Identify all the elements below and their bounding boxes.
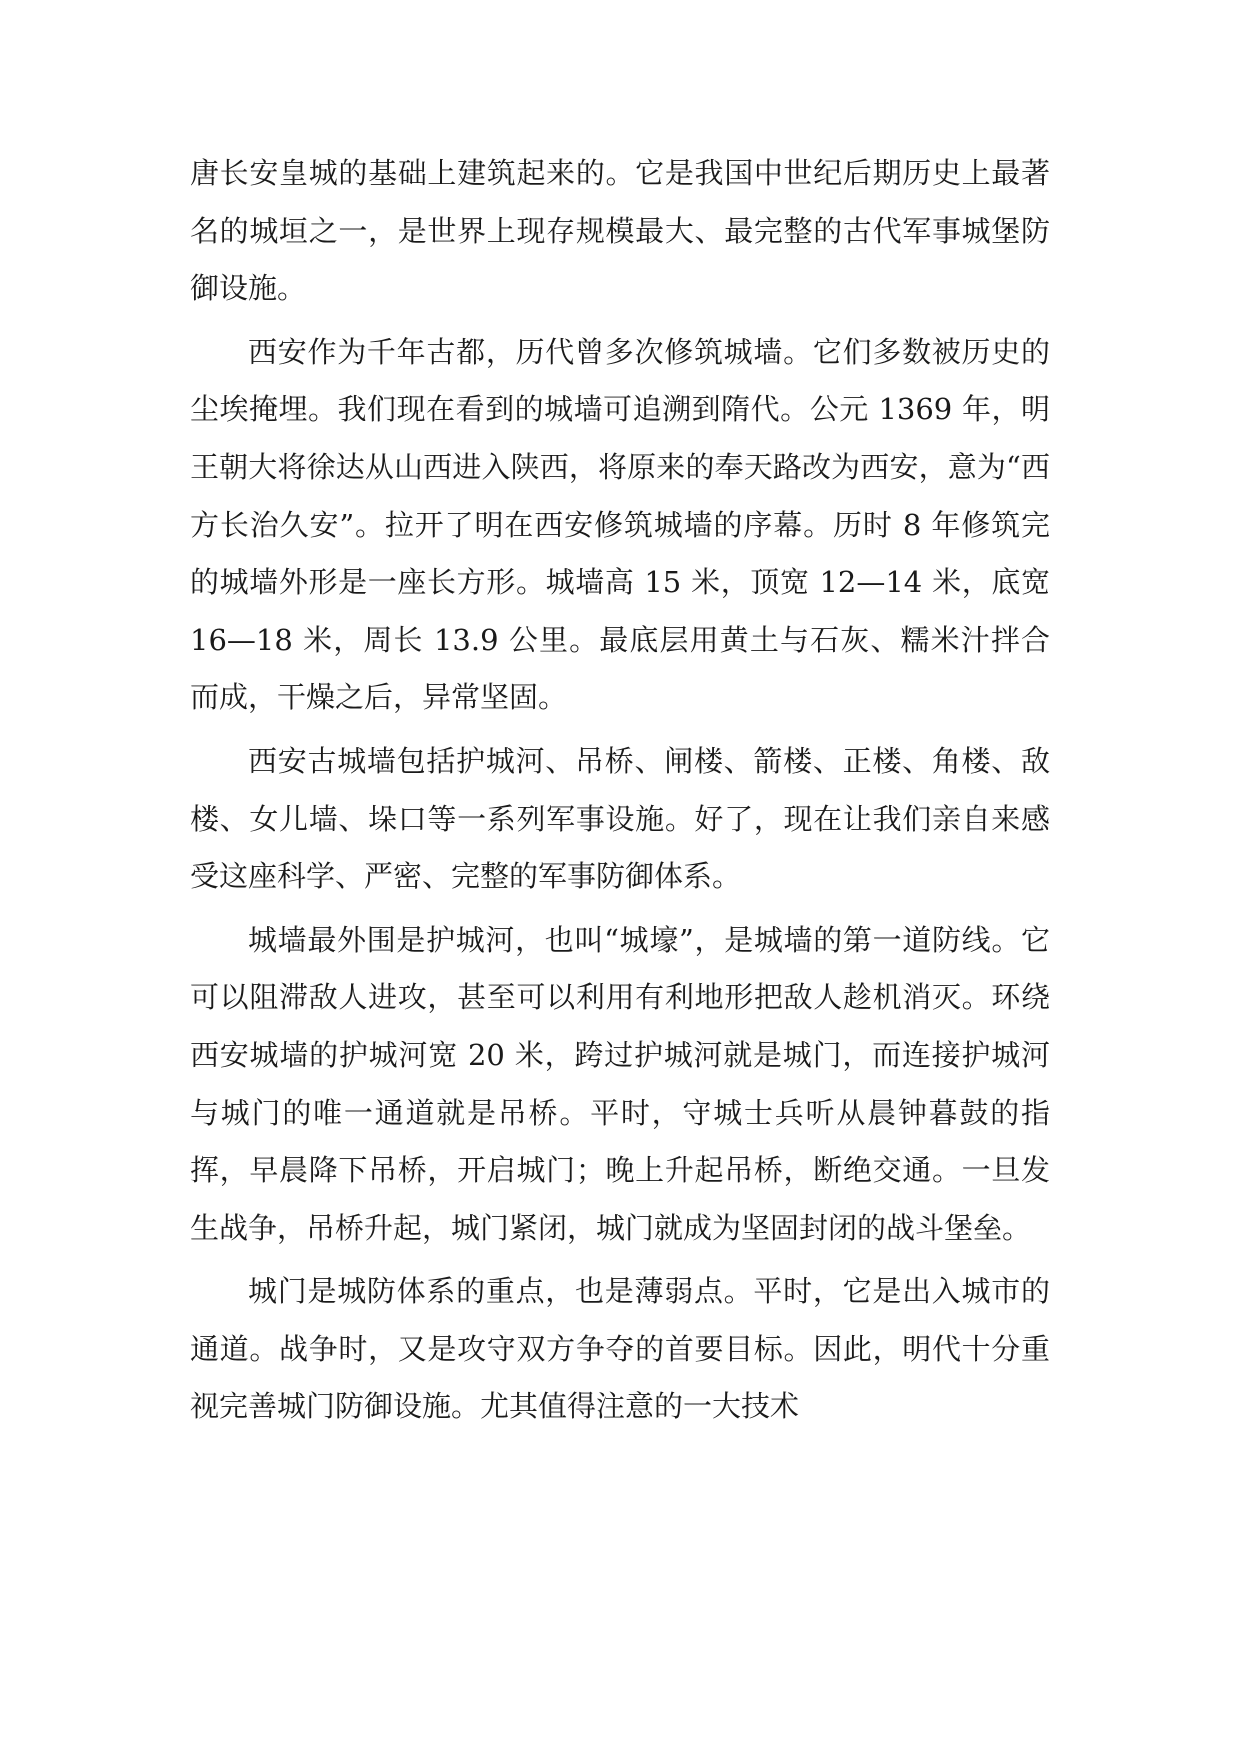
paragraph-2: 西安作为千年古都，历代曾多次修筑城墙。它们多数被历史的尘埃掩埋。我们现在看到的城墙可追溯到隋代。公元 1369 年，明王朝大将徐达从山西进入陕西，将原来的奉天路改为西安，意为“西方长治久安”。拉开了明在西安修筑城墙的序幕。历时 8 年修筑完的城墙外形是一座长方形。城墙高 15 米，顶宽 12—14 米，底宽 16—18 米，周长 13.9 公里。最底层用黄土与石灰、糯米汁拌合而成，干燥之后，异常坚固。 <box>190 334 1050 715</box>
paragraph-5: 城门是城防体系的重点，也是薄弱点。平时，它是出入城市的通道。战争时，又是攻守双方争夺的首要目标。因此，明代十分重视完善城门防御设施。尤其值得注意的一大技术 <box>190 1274 1050 1424</box>
paragraph-3: 西安古城墙包括护城河、吊桥、闸楼、箭楼、正楼、角楼、敌楼、女儿墙、垛口等一系列军事设施。好了，现在让我们亲自来感受这座科学、严密、完整的军事防御体系。 <box>190 743 1050 894</box>
paragraph-4: 城墙最外围是护城河，也叫“城壕”，是城墙的第一道防线。它可以阻滞敌人进攻，甚至可以利用有利地形把敌人趁机消灭。环绕西安城墙的护城河宽 20 米，跨过护城河就是城门，而连接护城河与城门的唯一通道就是吊桥。平时，守城士兵听从晨钟暮鼓的指挥，早晨降下吊桥，开启城门；晚上升起吊桥，断绝交通。一旦发生战争，吊桥升起，城门紧闭，城门就成为坚固封闭的战斗堡垒。 <box>190 922 1050 1245</box>
paragraph-1: 唐长安皇城的基础上建筑起来的。它是我国中世纪后期历史上最著名的城垣之一，是世界上现存规模最大、最完整的古代军事城堡防御设施。 <box>190 156 1050 306</box>
document-body <box>190 145 1050 1442</box>
